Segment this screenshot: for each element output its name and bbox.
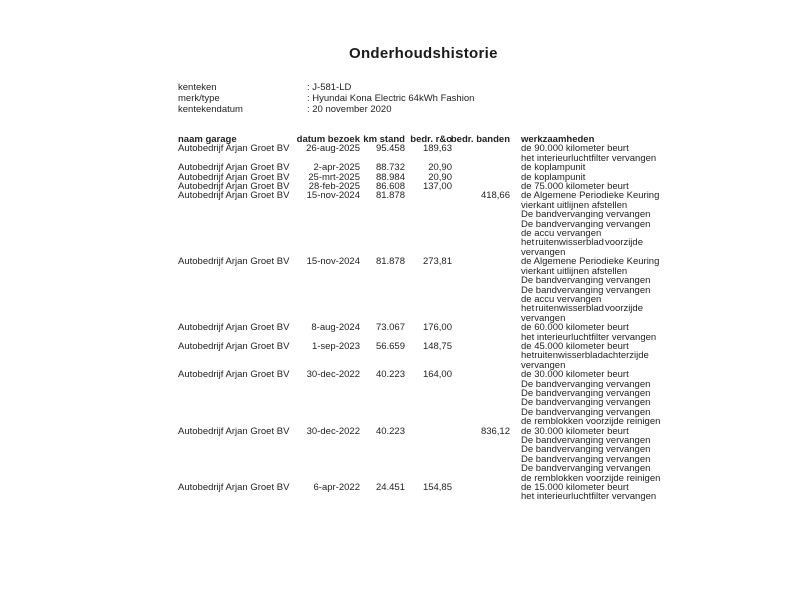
info-value: : 20 november 2020: [307, 104, 392, 116]
header-km-stand: km stand: [363, 134, 405, 145]
werkzaamheid-line: De bandvervanging vervangen: [521, 378, 651, 390]
info-label: kentekendatum: [178, 104, 243, 116]
werkzaamheid-line: het interieurluchtfilter vervangen: [521, 491, 657, 503]
cell-datum-bezoek: 2-apr-2025: [313, 162, 360, 174]
header-werkzaamheden: werkzaamheden: [521, 134, 595, 145]
cell-naam-garage: Autobedrijf Arjan Groet BV: [178, 340, 290, 352]
werkzaamheid-line: De bandvervanging vervangen: [521, 387, 651, 399]
cell-km-stand: 81.878: [375, 256, 405, 268]
cell-datum-bezoek: 8-aug-2024: [311, 322, 360, 334]
werkzaamheid-line: vervangen: [521, 246, 566, 258]
page-title: Onderhoudshistorie: [349, 45, 498, 62]
cell-werkzaamheden: [510, 425, 661, 484]
cell-km-stand: 81.878: [375, 190, 405, 202]
cell-bedr-banden: 418,66: [480, 190, 510, 202]
cell-datum-bezoek: 30-dec-2022: [306, 369, 360, 381]
werkzaamheid-line: De bandvervanging vervangen: [521, 397, 651, 409]
cell-werkzaamheden: [510, 322, 657, 343]
cell-bedr-ro: [405, 191, 452, 257]
cell-naam-garage: Autobedrijf Arjan Groet BV: [178, 322, 290, 334]
cell-werkzaamheden: [510, 340, 649, 371]
cell-werkzaamheden: [510, 369, 661, 428]
cell-naam-garage: Autobedrijf Arjan Groet BV: [178, 482, 290, 494]
cell-bedr-ro: 154,85: [422, 482, 452, 494]
cell-datum-bezoek: 25-mrt-2025: [308, 171, 360, 183]
cell-werkzaamheden: [510, 256, 660, 324]
cell-naam-garage: Autobedrijf Arjan Groet BV: [178, 369, 290, 381]
cell-km-stand: 86.608: [375, 181, 405, 193]
werkzaamheid-line: vervangen: [521, 312, 566, 324]
cell-bedr-banden: [452, 483, 510, 502]
table-body: [178, 143, 661, 503]
cell-km-stand: 95.458: [375, 143, 405, 155]
cell-bedr-ro: 273,81: [422, 256, 452, 268]
cell-datum-bezoek: 15-nov-2024: [306, 190, 360, 202]
werkzaamheid-line: de 30.000 kilometer beurt: [521, 425, 629, 437]
cell-km-stand: 24.451: [375, 482, 405, 494]
werkzaamheid-line: de koplampunit: [521, 162, 586, 174]
werkzaamheid-line: vervangen: [521, 359, 566, 371]
werkzaamheid-line: het interieurluchtfilter vervangen: [521, 331, 657, 343]
cell-datum-bezoek: 15-nov-2024: [306, 256, 360, 268]
werkzaamheid-line: De bandvervanging vervangen: [521, 444, 651, 456]
cell-werkzaamheden: [510, 143, 657, 164]
cell-bedr-banden: [452, 257, 510, 323]
table-row: [178, 425, 661, 484]
info-label: kenteken: [178, 82, 217, 93]
cell-datum-bezoek: 1-sep-2023: [311, 340, 360, 352]
werkzaamheid-line: De bandvervanging vervangen: [521, 406, 651, 418]
info-value: : J-581-LD: [307, 82, 352, 93]
werkzaamheid-line: de remblokken voorzijde reinigen: [521, 472, 661, 484]
info-value: : Hyundai Kona Electric 64kWh Fashion: [307, 93, 475, 105]
table-row: [178, 143, 657, 164]
werkzaamheid-line: De bandvervanging vervangen: [521, 218, 651, 230]
cell-bedr-banden: [452, 144, 510, 163]
werkzaamheid-line: De bandvervanging vervangen: [521, 463, 651, 475]
cell-datum-bezoek: 28-feb-2025: [308, 181, 360, 193]
cell-bedr-banden: [452, 173, 510, 182]
werkzaamheid-line: De bandvervanging vervangen: [521, 453, 651, 465]
cell-werkzaamheden: [510, 190, 660, 258]
vehicle-info-block: [178, 82, 474, 116]
cell-werkzaamheden: [510, 482, 657, 503]
cell-naam-garage: Autobedrijf Arjan Groet BV: [178, 425, 290, 437]
cell-bedr-banden: 836,12: [480, 425, 510, 437]
cell-naam-garage: Autobedrijf Arjan Groet BV: [178, 171, 290, 183]
cell-naam-garage: Autobedrijf Arjan Groet BV: [178, 190, 290, 202]
cell-km-stand: 88.984: [375, 171, 405, 183]
cell-km-stand: 56.659: [375, 340, 405, 352]
cell-datum-bezoek: 6-apr-2022: [313, 482, 360, 494]
cell-bedr-banden: [452, 342, 510, 370]
cell-bedr-ro: 20,90: [428, 162, 452, 174]
cell-km-stand: 88.732: [375, 162, 405, 174]
cell-datum-bezoek: 30-dec-2022: [306, 425, 360, 437]
cell-naam-garage: Autobedrijf Arjan Groet BV: [178, 162, 290, 174]
cell-bedr-ro: 148,75: [422, 340, 452, 352]
werkzaamheid-line: de koplampunit: [521, 171, 586, 183]
werkzaamheid-line: de 30.000 kilometer beurt: [521, 369, 629, 381]
table-row: [178, 256, 660, 324]
info-label: merk/type: [178, 93, 220, 105]
werkzaamheid-line: De bandvervanging vervangen: [521, 209, 651, 221]
werkzaamheid-line: vierkant uitlijnen afstellen: [521, 199, 628, 211]
cell-naam-garage: Autobedrijf Arjan Groet BV: [178, 181, 290, 193]
cell-bedr-ro: 20,90: [428, 171, 452, 183]
werkzaamheid-line: de 60.000 kilometer beurt: [521, 322, 629, 334]
werkzaamheid-line: de accu vervangen: [521, 228, 602, 240]
werkzaamheid-line: de 45.000 kilometer beurt: [521, 340, 629, 352]
table-row: [178, 322, 657, 343]
werkzaamheid-line: vierkant uitlijnen afstellen: [521, 265, 628, 277]
cell-bedr-ro: [405, 427, 452, 483]
werkzaamheid-line: het interieurluchtfilter vervangen: [521, 152, 657, 164]
werkzaamheid-line: De bandvervanging vervangen: [521, 284, 651, 296]
header-datum-bezoek: datum bezoek: [296, 134, 360, 145]
cell-bedr-banden: [452, 163, 510, 172]
werkzaamheid-line: de accu vervangen: [521, 293, 602, 305]
werkzaamheid-line: de 90.000 kilometer beurt: [521, 143, 629, 155]
cell-km-stand: 40.223: [375, 369, 405, 381]
table-row: [178, 190, 660, 258]
werkzaamheid-line: de remblokken voorzijde reinigen: [521, 416, 661, 428]
werkzaamheid-line: de Algemene Periodieke Keuring: [521, 256, 660, 268]
cell-km-stand: 40.223: [375, 425, 405, 437]
werkzaamheid-line: De bandvervanging vervangen: [521, 435, 651, 446]
werkzaamheid-line: het ruitenwisserblad achterzijde: [521, 350, 649, 362]
header-bedr-ro: bedr. r&o: [410, 134, 452, 145]
cell-bedr-ro: 137,00: [422, 181, 452, 193]
cell-km-stand: 73.067: [375, 322, 405, 334]
cell-naam-garage: Autobedrijf Arjan Groet BV: [178, 143, 290, 155]
header-naam-garage: naam garage: [178, 134, 237, 145]
cell-naam-garage: Autobedrijf Arjan Groet BV: [178, 256, 290, 268]
cell-bedr-ro: 164,00: [422, 369, 452, 381]
info-row-kentekendatum: [178, 104, 474, 115]
werkzaamheid-line: de 15.000 kilometer beurt: [521, 482, 629, 494]
cell-bedr-banden: [452, 323, 510, 342]
header-bedr-banden: bedr. banden: [450, 134, 510, 145]
cell-datum-bezoek: 26-aug-2025: [306, 143, 360, 155]
werkzaamheid-line: de 75.000 kilometer beurt: [521, 181, 629, 193]
werkzaamheid-line: het ruitenwisserblad voorzijde: [521, 237, 643, 249]
table-row: [178, 340, 649, 371]
maintenance-history-table: [178, 134, 661, 503]
table-row: [178, 482, 657, 503]
info-row-merk-type: [178, 93, 474, 104]
werkzaamheid-line: De bandvervanging vervangen: [521, 275, 651, 287]
cell-bedr-ro: 189,63: [422, 143, 452, 155]
werkzaamheid-line: de Algemene Periodieke Keuring: [521, 190, 660, 202]
werkzaamheid-line: het ruitenwisserblad voorzijde: [521, 303, 643, 315]
cell-bedr-ro: 176,00: [422, 322, 452, 334]
table-row: [178, 369, 661, 428]
info-row-kenteken: [178, 82, 474, 93]
cell-bedr-banden: [452, 370, 510, 426]
